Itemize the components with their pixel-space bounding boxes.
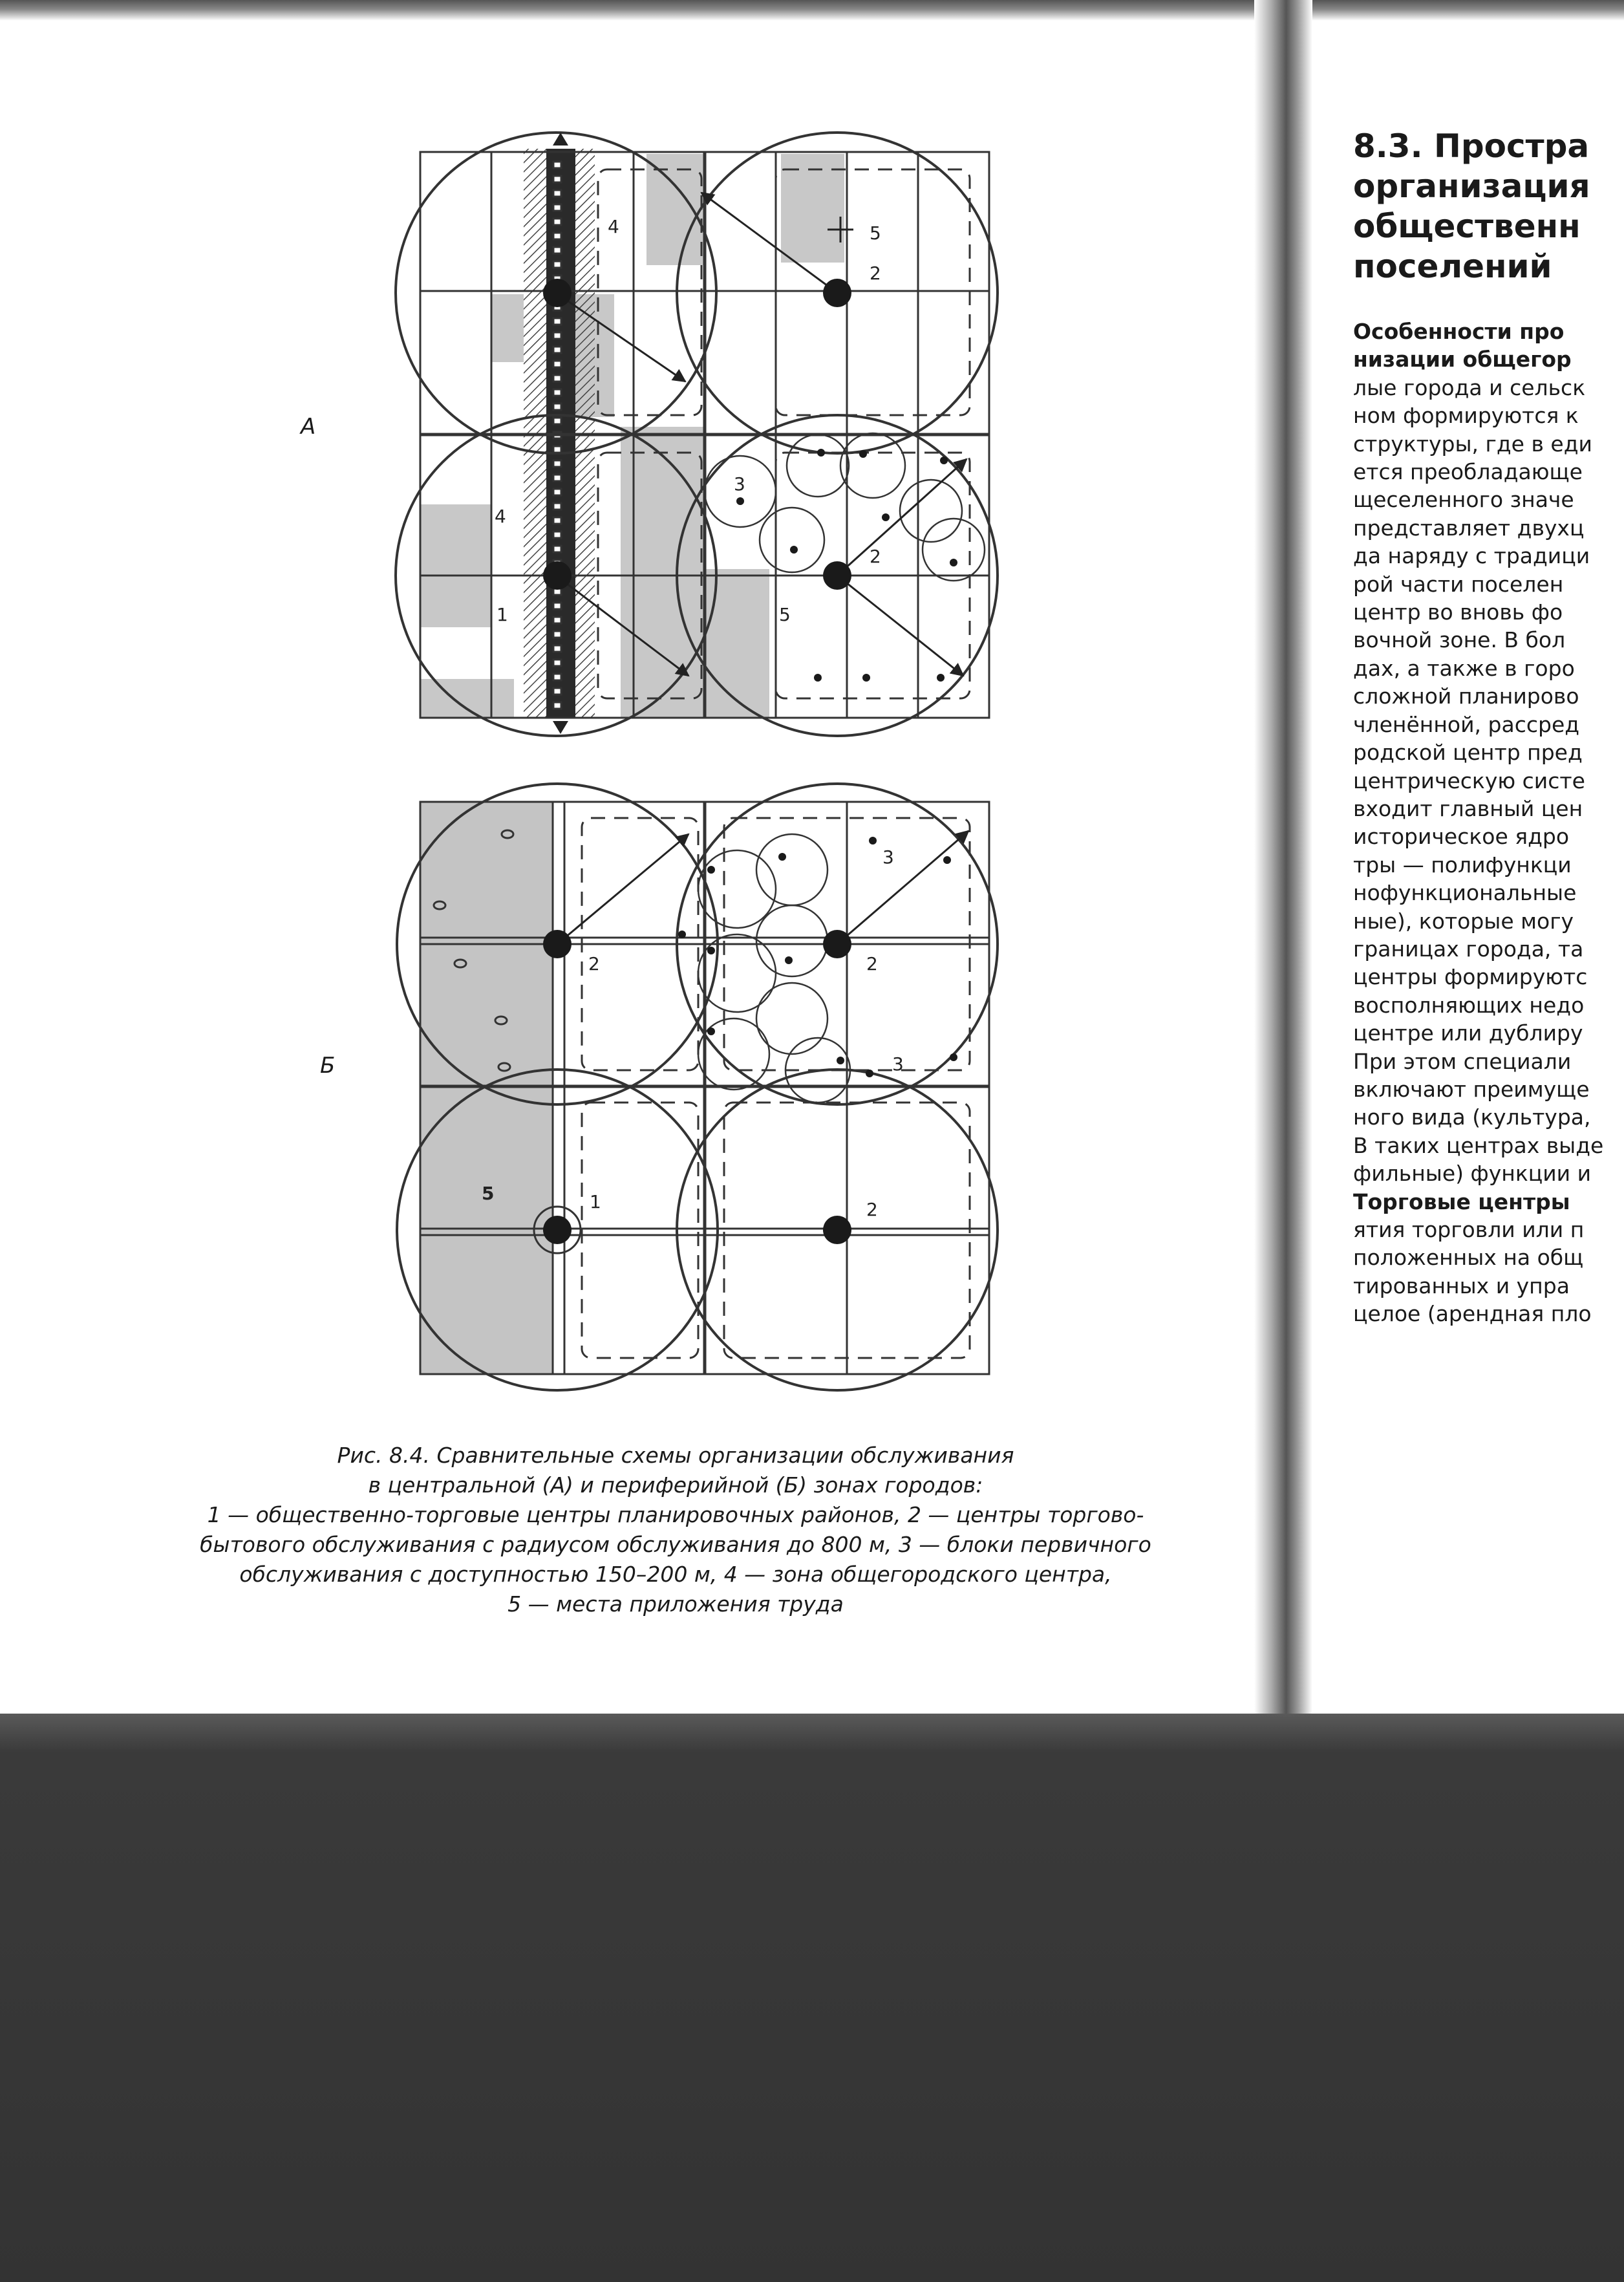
caption-line: 5 — места приложения труда — [508, 1591, 844, 1617]
marker: 2 — [870, 546, 881, 567]
grey-zone — [491, 294, 524, 362]
scheme-b — [397, 784, 998, 1390]
body-line: ном формируются к — [1353, 403, 1579, 429]
body-line: ные), которые могу — [1353, 908, 1574, 934]
body-line: ятия торговли или п — [1353, 1217, 1585, 1242]
scheme-a — [396, 133, 998, 736]
scan-dark-background — [0, 1714, 1624, 2282]
section-heading — [1353, 126, 1624, 286]
body-line: положенных на общ — [1353, 1245, 1584, 1271]
center-dot — [543, 561, 572, 590]
body-line: щеселенного значе — [1353, 487, 1574, 513]
body-line: да наряду с традици — [1353, 543, 1590, 569]
marker: 3 — [892, 1053, 904, 1075]
body-line: нофункциональные — [1353, 880, 1577, 906]
body-line: ется преобладающе — [1353, 459, 1583, 485]
caption-line: 1 — общественно-торговые центры планировочных районов, 2 — центры торгово- — [207, 1502, 1144, 1527]
heading-line: общественн — [1353, 208, 1581, 245]
marker: 1 — [497, 604, 508, 625]
scheme-b-label: Б — [320, 1053, 336, 1079]
body-line: членённой, рассред — [1353, 711, 1580, 737]
body-line: входит главный цен — [1353, 795, 1583, 821]
body-line: Особенности про — [1353, 319, 1565, 344]
body-line: центрическую систе — [1353, 768, 1585, 793]
marker: 5 — [870, 222, 881, 244]
body-line: центры формируютс — [1353, 964, 1588, 990]
body-line: При этом специали — [1353, 1048, 1572, 1074]
marker: 2 — [866, 1199, 878, 1220]
body-text — [1353, 318, 1624, 1328]
body-line: низации общегор — [1353, 347, 1572, 372]
heading-line: поселений — [1353, 248, 1552, 285]
body-line: восполняющих недо — [1353, 992, 1585, 1018]
scheme-a-label: А — [301, 414, 316, 440]
body-line: историческое ядро — [1353, 824, 1570, 850]
marker: 3 — [882, 846, 894, 868]
body-line: дах, а также в горо — [1353, 655, 1575, 681]
marker: 5 — [779, 604, 791, 625]
body-line: рой части поселен — [1353, 571, 1564, 597]
body-line: родской центр пред — [1353, 740, 1583, 766]
caption-line: бытового обслуживания с радиусом обслуживания до 800 м, 3 — блоки первичного — [200, 1532, 1151, 1557]
body-line: центр во вновь фо — [1353, 599, 1563, 625]
body-line: вочной зоне. В бол — [1353, 627, 1566, 653]
body-line: границах города, та — [1353, 936, 1584, 962]
caption-line: в центральной (А) и периферийной (Б) зонах городов: — [368, 1472, 983, 1498]
body-line: ного вида (культура, — [1353, 1104, 1591, 1130]
marker: 3 — [734, 473, 745, 495]
grey-zone — [420, 679, 514, 718]
body-line: Торговые центры — [1353, 1189, 1570, 1214]
body-line: лые города и сельск — [1353, 374, 1586, 400]
body-line: тированных и упра — [1353, 1273, 1570, 1298]
body-line: включают преимуще — [1353, 1076, 1590, 1102]
caption-line: обслуживания с доступностью 150–200 м, 4 — зона общегородского центра, — [239, 1562, 1112, 1587]
body-line: сложной планирово — [1353, 684, 1579, 709]
body-line: представляет двухц — [1353, 515, 1585, 541]
body-line: В таких центрах выде — [1353, 1132, 1604, 1158]
body-line: центре или дублиру — [1353, 1020, 1583, 1046]
heading-line: организация — [1353, 167, 1590, 205]
marker: 5 — [482, 1183, 495, 1204]
marker: 2 — [588, 953, 600, 974]
figure-caption — [181, 1441, 1170, 1619]
marker: 2 — [870, 263, 881, 284]
caption-line: Рис. 8.4. Сравнительные схемы организации обслуживания — [337, 1443, 1014, 1468]
body-line: целое (арендная пло — [1353, 1301, 1592, 1327]
right-page-column — [1353, 126, 1624, 1328]
grey-zone — [420, 504, 491, 627]
center-dot — [543, 279, 572, 307]
center-dot — [823, 561, 851, 590]
marker: 4 — [495, 506, 506, 527]
center-dot — [823, 279, 851, 307]
grey-zone — [646, 154, 706, 265]
body-line: фильные) функции и — [1353, 1161, 1592, 1187]
body-line: тры — полифункци — [1353, 852, 1572, 877]
marker: 4 — [608, 216, 619, 237]
marker: 2 — [866, 953, 878, 974]
heading-line: 8.3. Простра — [1353, 127, 1590, 165]
marker: 1 — [590, 1191, 601, 1212]
body-line: структуры, где в еди — [1353, 431, 1592, 457]
